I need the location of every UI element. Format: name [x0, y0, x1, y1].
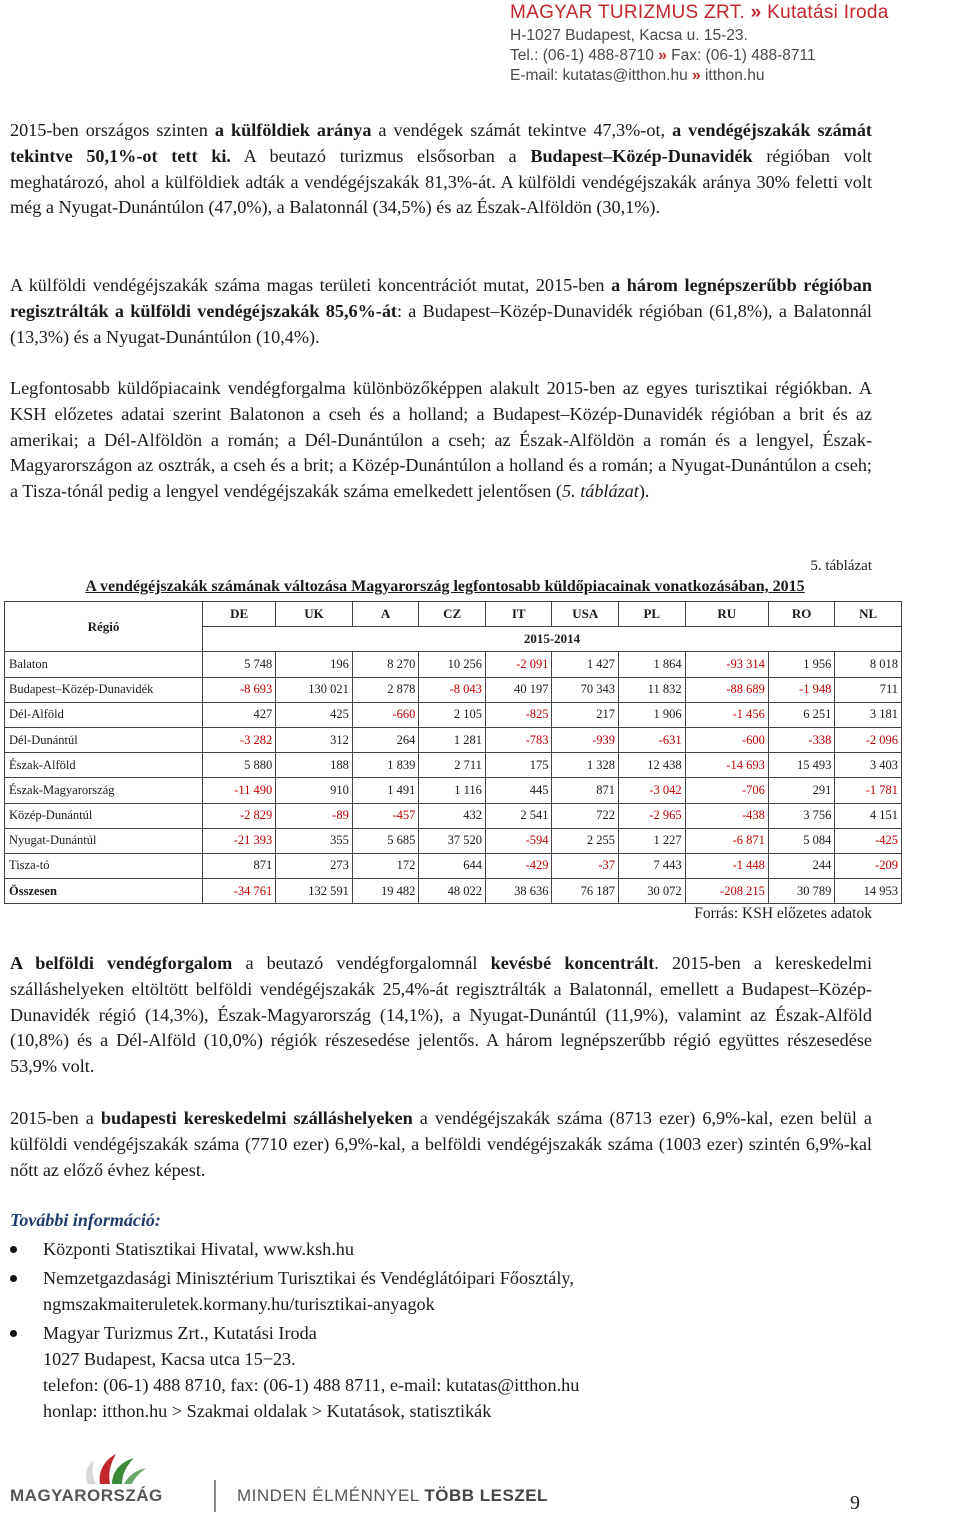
paragraph-budapest	[10, 1106, 872, 1183]
value-cell: 30 789	[768, 879, 835, 904]
value-cell: 188	[276, 753, 353, 778]
value-cell: 3 756	[768, 803, 835, 828]
value-cell: 1 227	[619, 828, 686, 853]
value-cell: 8 018	[835, 652, 902, 677]
table-header-row	[5, 602, 902, 627]
value-cell: -21 393	[203, 828, 276, 853]
bold-text: A belföldi vendégforgalom	[10, 953, 233, 973]
value-cell: 6 251	[768, 702, 835, 727]
value-cell: 711	[835, 677, 902, 702]
letterhead	[510, 0, 956, 86]
value-cell: -2 965	[619, 803, 686, 828]
value-cell: -8 693	[203, 677, 276, 702]
value-cell: 30 072	[619, 879, 686, 904]
value-cell: -8 043	[419, 677, 486, 702]
tel-text: Tel.: (06-1) 488-8710	[510, 47, 654, 64]
text: régióban volt meghatározó, ahol a külföldiek adták a vendégéjszakák 81,3%-át. A külföldi vendégéjszakák aránya 30% feletti volt még a Nyugat-Dunántúlon (47,0%), a Balatonnál (34,5%) és az Észak-Alföldön (30,1%).	[10, 145, 872, 218]
value-cell: 15 493	[768, 753, 835, 778]
value-cell: 432	[419, 803, 486, 828]
more-info-heading: További információ:	[10, 1210, 161, 1230]
value-cell: -14 693	[685, 753, 768, 778]
value-cell: -457	[352, 803, 419, 828]
value-cell: 1 427	[552, 652, 619, 677]
value-cell: 5 084	[768, 828, 835, 853]
arrow-glyph: »	[692, 67, 701, 84]
value-cell: 19 482	[352, 879, 419, 904]
value-cell: 14 953	[835, 879, 902, 904]
value-cell: 1 839	[352, 753, 419, 778]
table-row	[5, 778, 902, 803]
contact-line	[510, 46, 956, 66]
info-item	[10, 1320, 910, 1424]
text: a vendégek számát tekintve 47,3%-ot,	[371, 120, 673, 140]
table-row	[5, 853, 902, 878]
value-cell: -3 042	[619, 778, 686, 803]
text: a vendégéjszakák száma (8713 ezer) 6,9%-kal, ezen belül a külföldi vendégéjszakák száma (7710 ezer) 6,9%-kal, a belföldi vendégéjszakák száma (1003 ezer) szintén 6,9%-kal nőtt az előző évhez képest.	[10, 1108, 872, 1180]
table-row	[5, 727, 902, 752]
info-item	[10, 1265, 910, 1317]
paragraph-concentration	[10, 273, 872, 350]
value-cell: 130 021	[276, 677, 353, 702]
arrow-glyph: »	[750, 2, 762, 23]
bold-text: kevésbé koncentrált	[490, 953, 655, 973]
table-row	[5, 828, 902, 853]
value-cell: -600	[685, 727, 768, 752]
value-cell: -939	[552, 727, 619, 752]
value-cell: -89	[276, 803, 353, 828]
text: A külföldi vendégéjszakák száma magas területi koncentrációt mutat, 2015-ben	[10, 275, 612, 295]
column-header: UK	[276, 602, 353, 627]
region-cell: Nyugat-Dunántúl	[5, 828, 203, 853]
value-cell: 871	[552, 778, 619, 803]
bold-text: a vendégéjszakák számát tekintve 50,1%-ot tett ki.	[10, 120, 872, 166]
value-cell: 1 491	[352, 778, 419, 803]
bold-text: a külföldiek aránya	[214, 120, 372, 140]
region-header: Régió	[5, 602, 203, 652]
value-cell: 8 270	[352, 652, 419, 677]
value-cell: 312	[276, 727, 353, 752]
value-cell: -209	[835, 853, 902, 878]
value-cell: -208 215	[685, 879, 768, 904]
column-header: DE	[203, 602, 276, 627]
value-cell: -1 456	[685, 702, 768, 727]
value-cell: -338	[768, 727, 835, 752]
value-cell: 1 956	[768, 652, 835, 677]
text: Legfontosabb küldőpiacaink vendégforgalma különbözőképpen alakult 2015-ben az egyes turisztikai régiókban. A KSH előzetes adatai szerint Balatonon a cseh és a holland; a Budapest–Közép-Dunavidék régióban a brit és az amerikai; a Dél-Alföldön a román; a Dél-Dunántúlon a cseh; az Észak-Alföldön a román és a lengyel, Észak-Magyarországon az osztrák, a cseh és a brit; a Közép-Dunántúlon a holland és a román; a Nyugat-Dunántúlon a cseh; a Tisza-tónál pedig a lengyel vendégéjszakák száma emelkedett jelentősen (	[10, 378, 872, 502]
table-row	[5, 753, 902, 778]
value-cell: -2 096	[835, 727, 902, 752]
email-line	[510, 66, 956, 86]
value-cell: 3 181	[835, 702, 902, 727]
site-text: itthon.hu	[704, 67, 765, 84]
value-cell: 5 685	[352, 828, 419, 853]
value-cell: 2 541	[485, 803, 552, 828]
value-cell: 445	[485, 778, 552, 803]
value-cell: 355	[276, 828, 353, 853]
value-cell: 48 022	[419, 879, 486, 904]
arrow-glyph: »	[658, 47, 667, 64]
value-cell: 2 878	[352, 677, 419, 702]
value-cell: -6 871	[685, 828, 768, 853]
more-info-list	[10, 1236, 910, 1427]
table-title: A vendégéjszakák számának változása Magyarország legfontosabb küldőpiacainak vonatkozásában, 2015	[85, 578, 805, 595]
value-cell: 2 711	[419, 753, 486, 778]
bold-text: budapesti kereskedelmi szálláshelyeken	[100, 1108, 413, 1128]
region-cell: Észak-Alföld	[5, 753, 203, 778]
paragraph-foreign-share	[10, 118, 872, 221]
value-cell: -1 448	[685, 853, 768, 878]
value-cell: 37 520	[419, 828, 486, 853]
text: 2015-ben a	[10, 1108, 101, 1128]
value-cell: 76 187	[552, 879, 619, 904]
paragraph-domestic	[10, 951, 872, 1080]
info-line: honlap: itthon.hu > Szakmai oldalak > Kutatások, statisztikák	[43, 1401, 492, 1421]
value-cell: 7 443	[619, 853, 686, 878]
logo-text: MAGYARORSZÁG	[10, 1486, 163, 1505]
bullet-icon	[10, 1275, 17, 1282]
text: A beutazó turizmus elsősorban a	[230, 145, 531, 166]
column-header: NL	[835, 602, 902, 627]
value-cell: 273	[276, 853, 353, 878]
value-cell: -1 948	[768, 677, 835, 702]
value-cell: 3 403	[835, 753, 902, 778]
bullet-icon	[10, 1246, 17, 1253]
footer	[8, 1450, 948, 1520]
value-cell: 2 255	[552, 828, 619, 853]
info-line: Magyar Turizmus Zrt., Kutatási Iroda	[43, 1323, 317, 1343]
slogan-bold: TÖBB LESZEL	[424, 1486, 548, 1505]
column-header: CZ	[419, 602, 486, 627]
region-cell: Dél-Alföld	[5, 702, 203, 727]
table-row	[5, 677, 902, 702]
value-cell: 425	[276, 702, 353, 727]
slogan-part: MINDEN ÉLMÉNNYEL	[237, 1486, 420, 1505]
bullet-icon	[10, 1330, 17, 1337]
value-cell: -425	[835, 828, 902, 853]
value-cell: 132 591	[276, 879, 353, 904]
value-cell: -37	[552, 853, 619, 878]
value-cell: -660	[352, 702, 419, 727]
magyarorszag-logo-mark	[38, 1450, 148, 1488]
info-line: Központi Statisztikai Hivatal, www.ksh.hu	[43, 1239, 354, 1259]
value-cell: -706	[685, 778, 768, 803]
value-cell: -631	[619, 727, 686, 752]
value-cell: 12 438	[619, 753, 686, 778]
text: a beutazó vendégforgalomnál	[232, 953, 491, 973]
value-cell: 910	[276, 778, 353, 803]
value-cell: 644	[419, 853, 486, 878]
value-cell: 1 864	[619, 652, 686, 677]
text: : a Budapest–Közép-Dunavidék régióban (61,8%), a Balatonnál (13,3%) és a Nyugat-Dunántúlon (10,4%).	[10, 300, 872, 347]
page-number: 9	[850, 1492, 860, 1514]
value-cell: 11 832	[619, 677, 686, 702]
dept-name: Kutatási Iroda	[767, 2, 889, 23]
value-cell: 871	[203, 853, 276, 878]
value-cell: 5 748	[203, 652, 276, 677]
value-cell: -88 689	[685, 677, 768, 702]
value-cell: 264	[352, 727, 419, 752]
value-cell: -1 781	[835, 778, 902, 803]
value-cell: -2 091	[485, 652, 552, 677]
region-cell: Budapest–Közép-Dunavidék	[5, 677, 203, 702]
info-line: 1027 Budapest, Kacsa utca 15−23.	[43, 1349, 296, 1369]
value-cell: -438	[685, 803, 768, 828]
column-header: PL	[619, 602, 686, 627]
text: ).	[638, 481, 650, 502]
column-header: RU	[685, 602, 768, 627]
email-text: E-mail: kutatas@itthon.hu	[510, 67, 688, 84]
column-header: USA	[552, 602, 619, 627]
table-row	[5, 803, 902, 828]
value-cell: 10 256	[419, 652, 486, 677]
table-row	[5, 652, 902, 677]
value-cell: -429	[485, 853, 552, 878]
table-row	[5, 702, 902, 727]
slogan	[237, 1486, 548, 1506]
footer-divider	[214, 1480, 216, 1512]
org-name: MAGYAR TURIZMUS ZRT.	[510, 2, 746, 23]
value-cell: 5 880	[203, 753, 276, 778]
value-cell: -11 490	[203, 778, 276, 803]
value-cell: 70 343	[552, 677, 619, 702]
period-header: 2015-2014	[203, 627, 902, 652]
value-cell: -93 314	[685, 652, 768, 677]
paragraph-source-markets	[10, 376, 872, 505]
info-line: telefon: (06-1) 488 8710, fax: (06-1) 488 8711, e-mail: kutatas@itthon.hu	[43, 1375, 580, 1395]
column-header: IT	[485, 602, 552, 627]
bold-text: a három legnépszerűbb régióban regisztrálták a külföldi vendégéjszakák 85,6%-át	[10, 275, 872, 321]
info-line: Nemzetgazdasági Minisztérium Turisztikai és Vendéglátóipari Főosztály,	[43, 1268, 574, 1288]
column-header: RO	[768, 602, 835, 627]
value-cell: 40 197	[485, 677, 552, 702]
guest-nights-table	[4, 601, 902, 904]
column-header: A	[352, 602, 419, 627]
region-cell: Dél-Dunántúl	[5, 727, 203, 752]
region-cell: Észak-Magyarország	[5, 778, 203, 803]
value-cell: -34 761	[203, 879, 276, 904]
value-cell: -2 829	[203, 803, 276, 828]
text: 2015-ben országos szinten	[10, 120, 215, 140]
info-line: ngmszakmaiteruletek.kormany.hu/turisztikai-anyagok	[43, 1294, 435, 1314]
value-cell: 172	[352, 853, 419, 878]
value-cell: 1 906	[619, 702, 686, 727]
value-cell: 175	[485, 753, 552, 778]
value-cell: 291	[768, 778, 835, 803]
info-item	[10, 1236, 910, 1262]
value-cell: 217	[552, 702, 619, 727]
region-cell: Balaton	[5, 652, 203, 677]
value-cell: 4 151	[835, 803, 902, 828]
fax-text: Fax: (06-1) 488-8711	[671, 47, 816, 64]
region-cell: Összesen	[5, 879, 203, 904]
value-cell: 1 281	[419, 727, 486, 752]
table-total-row	[5, 879, 902, 904]
value-cell: 722	[552, 803, 619, 828]
table-number: 5. táblázat	[810, 558, 872, 574]
org-line	[510, 0, 956, 26]
table-reference: 5. táblázat	[562, 481, 639, 502]
value-cell: 1 116	[419, 778, 486, 803]
value-cell: -3 282	[203, 727, 276, 752]
value-cell: -594	[485, 828, 552, 853]
bold-text: Budapest–Közép-Dunavidék	[530, 145, 753, 166]
value-cell: 196	[276, 652, 353, 677]
region-cell: Tisza-tó	[5, 853, 203, 878]
table-source: Forrás: KSH előzetes adatok	[694, 905, 872, 922]
value-cell: 38 636	[485, 879, 552, 904]
region-cell: Közép-Dunántúl	[5, 803, 203, 828]
address-line: H-1027 Budapest, Kacsa u. 15-23.	[510, 27, 748, 44]
value-cell: -783	[485, 727, 552, 752]
text: . 2015-ben a kereskedelmi szálláshelyeken eltöltött belföldi vendégéjszakák 25,4%-át regisztrálták a Balatonnál, emellett a Budapest–Közép-Dunavidék régió (14,3%), Észak-Magyarország (14,1%), a Nyugat-Dunántúl (11,9%), valamint az Észak-Alföld (10,8%) és a Dél-Alföld (10,0%) régiók részesedése jelentős. A három legnépszerűbb régió együttes részesedése 53,9% volt.	[10, 953, 873, 1077]
value-cell: 427	[203, 702, 276, 727]
value-cell: 2 105	[419, 702, 486, 727]
value-cell: -825	[485, 702, 552, 727]
value-cell: 1 328	[552, 753, 619, 778]
value-cell: 244	[768, 853, 835, 878]
